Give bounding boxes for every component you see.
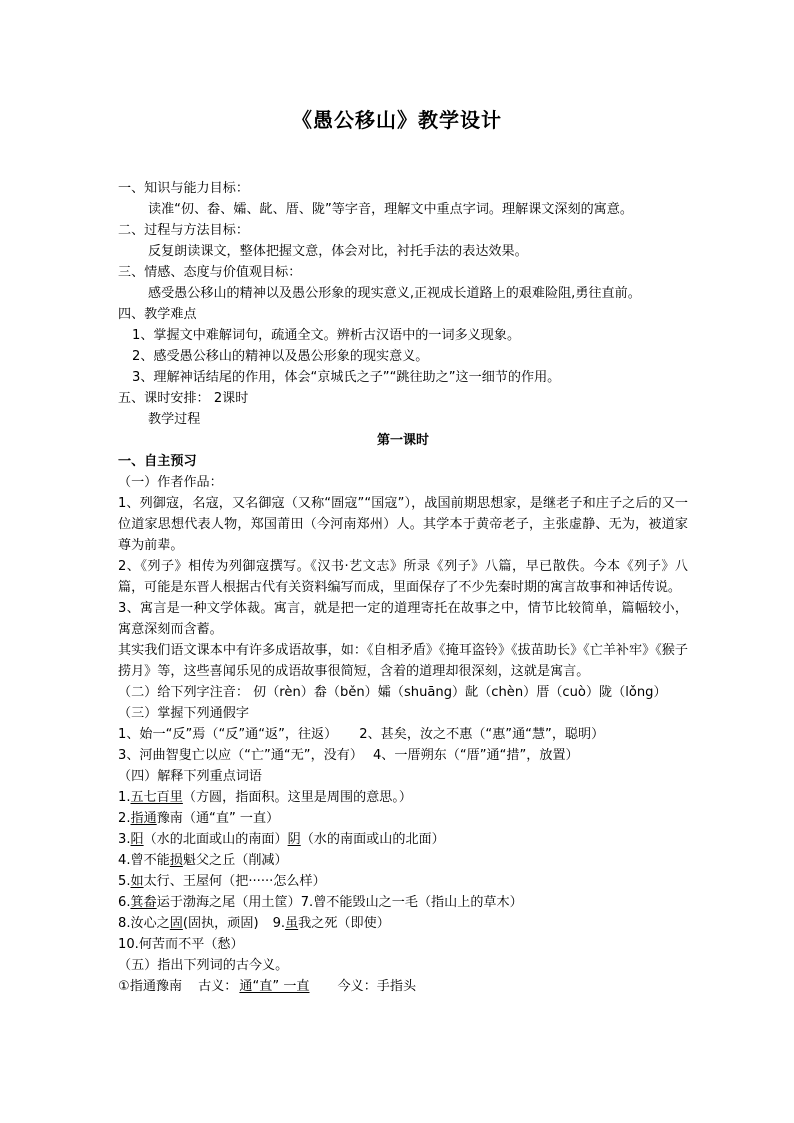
- objective-3-text: 感受愚公移山的精神以及愚公形象的现实意义,正视成长道路上的艰难险阻,勇往直前。: [148, 286, 641, 301]
- keyword-gloss: 运于渤海之尾（用土筐）7.曾不能毁山之一毛（指山上的草木）: [156, 895, 523, 910]
- subsection-tongjia: （三）掌握下列通假字: [118, 706, 249, 721]
- tongjia-item-2: 2、甚矣，汝之不惠（“惠”通“慧”，聪明）: [359, 727, 605, 742]
- ancient-meaning-label: 古义：: [198, 979, 238, 994]
- keyword-gloss: 豫南（通“直” 一直）: [156, 811, 280, 826]
- lesson-heading: 第一课时: [376, 433, 429, 448]
- author-paragraph-2: 2、《列子》相传为列御寇撰写。《汉书·艺文志》所录《列子》八篇，早已散佚。今本《列子》八篇，可能是东晋人根据古代有关资料编写而成，里面保存了不少先秦时期的寓言故事和神话传说。: [118, 559, 688, 595]
- keyword-term: 固: [169, 916, 183, 931]
- tongjia-item-1: 1、始一“反”焉（“反”通“返”，往返）: [118, 727, 338, 742]
- keyword-term: 指通: [130, 811, 157, 826]
- keyword-8-9: [118, 913, 688, 934]
- keyword-gloss: 我之死（即使）: [298, 916, 390, 931]
- author-paragraph-4: 其实我们语文课本中有许多成语故事，如：《自相矛盾》《掩耳盗铃》《拔苗助长》《亡羊补牢》《猴子捞月》等，这些喜闻乐见的成语故事很简短，含着的道理却很深刻，这就是寓言。: [118, 643, 688, 679]
- keyword-6-7: [118, 892, 688, 913]
- keyword-number: 5.: [118, 874, 131, 889]
- tongjia-row-2: [118, 745, 688, 766]
- keyword-number: 1.: [118, 790, 131, 805]
- objective-1-heading: 一、知识与能力目标：: [118, 181, 249, 196]
- keyword-gloss: 太行、王屋何（把······怎么样）: [143, 874, 326, 889]
- keyword-gloss: (固执，顽固): [182, 916, 259, 931]
- author-paragraph-1: 1、列御寇，名寇，又名御寇（又称“圄寇”“国寇”），战国前期思想家，是继老子和庄子之后的又一位道家思想代表人物，郑国莆田（今河南郑州）人。其学本于黄帝老子，主张虚静、无为，被道家尊为前辈。: [118, 496, 688, 553]
- document-body: [118, 178, 688, 997]
- keyword-gloss: （方圆，指面积。这里是周围的意思。）: [182, 790, 413, 805]
- keyword-number: 6.: [118, 895, 131, 910]
- modern-meaning: 今义：手指头: [337, 979, 417, 994]
- keyword-number: 2.: [118, 811, 131, 826]
- difficulty-heading: 四、教学难点: [118, 307, 197, 322]
- keyword-number: 8.汝心之: [118, 916, 170, 931]
- subsection-ancient-modern: （五）指出下列词的古今义。: [118, 958, 289, 973]
- page-title: 《愚公移山》教学设计: [292, 108, 502, 132]
- keyword-term: 阳: [130, 832, 144, 847]
- ancient-modern-row-1: [118, 976, 688, 997]
- keyword-term: 箕畚: [130, 895, 157, 910]
- keyword-term: 阴: [287, 832, 301, 847]
- keyword-number: 4.曾不能: [118, 853, 170, 868]
- difficulty-item-1: 1、掌握文中难解词句，疏通全文。辨析古汉语中的一词多义现象。: [132, 328, 521, 343]
- keyword-2: [118, 808, 688, 829]
- objective-2-heading: 二、过程与方法目标：: [118, 223, 249, 238]
- keyword-number: 9.: [272, 916, 286, 931]
- ancient-modern-term: ①指通豫南: [118, 979, 183, 994]
- keyword-3: [118, 829, 688, 850]
- keyword-term: 如: [130, 874, 144, 889]
- keyword-gloss: 魁父之丘（削减）: [182, 853, 288, 868]
- difficulty-item-3: 3、理解神话结尾的作用，体会“京城氏之子”“跳往助之”这一细节的作用。: [132, 370, 561, 385]
- objective-2-text: 反复朗读课文，整体把握文意，体会对比，衬托手法的表达效果。: [148, 244, 528, 259]
- keyword-gloss: （水的南面或山的北面）: [300, 832, 445, 847]
- keyword-4: [118, 850, 688, 871]
- process-heading: 教学过程: [148, 412, 201, 427]
- tongjia-item-4: 4、一厝朔东（“厝”通“措”，放置）: [372, 748, 579, 763]
- objective-3-heading: 三、情感、态度与价值观目标：: [118, 265, 302, 280]
- schedule-line: 五、课时安排： 2课时: [118, 391, 249, 406]
- keyword-term: 虽: [285, 916, 299, 931]
- keyword-gloss: （水的北面或山的南面）: [143, 832, 288, 847]
- keyword-term: 损: [169, 853, 183, 868]
- author-paragraph-3: 3、寓言是一种文学体裁。寓言，就是把一定的道理寄托在故事之中，情节比较简单，篇幅较小，寓意深刻而含蓄。: [118, 601, 688, 637]
- section-heading: 一、自主预习: [118, 454, 197, 469]
- difficulty-item-2: 2、感受愚公移山的精神以及愚公形象的现实意义。: [132, 349, 429, 364]
- keyword-term: 五七百里: [130, 790, 183, 805]
- subsection-keywords: （四）解释下列重点词语: [118, 769, 263, 784]
- tongjia-row-1: [118, 724, 688, 745]
- keyword-5: [118, 871, 688, 892]
- keyword-1: [118, 787, 688, 808]
- objective-1-text: 读准“仞、畚、孀、龀、厝、陇”等字音，理解文中重点字词。理解课文深刻的寓意。: [148, 202, 633, 217]
- subsection-pronunciation: （二）给下列字注音： 仞（rèn）畚（běn）孀（shuāng）龀（chèn）厝（cuò）陇（lǒng）: [118, 685, 667, 700]
- keyword-number: 3.: [118, 832, 131, 847]
- tongjia-item-3: 3、河曲智叟亡以应（“亡”通“无”，没有）: [118, 748, 363, 763]
- keyword-10: 10.何苦而不平（愁）: [118, 937, 244, 952]
- ancient-meaning-answer: 通“直” 一直: [239, 979, 310, 994]
- subsection-author: （一）作者作品：: [118, 475, 223, 490]
